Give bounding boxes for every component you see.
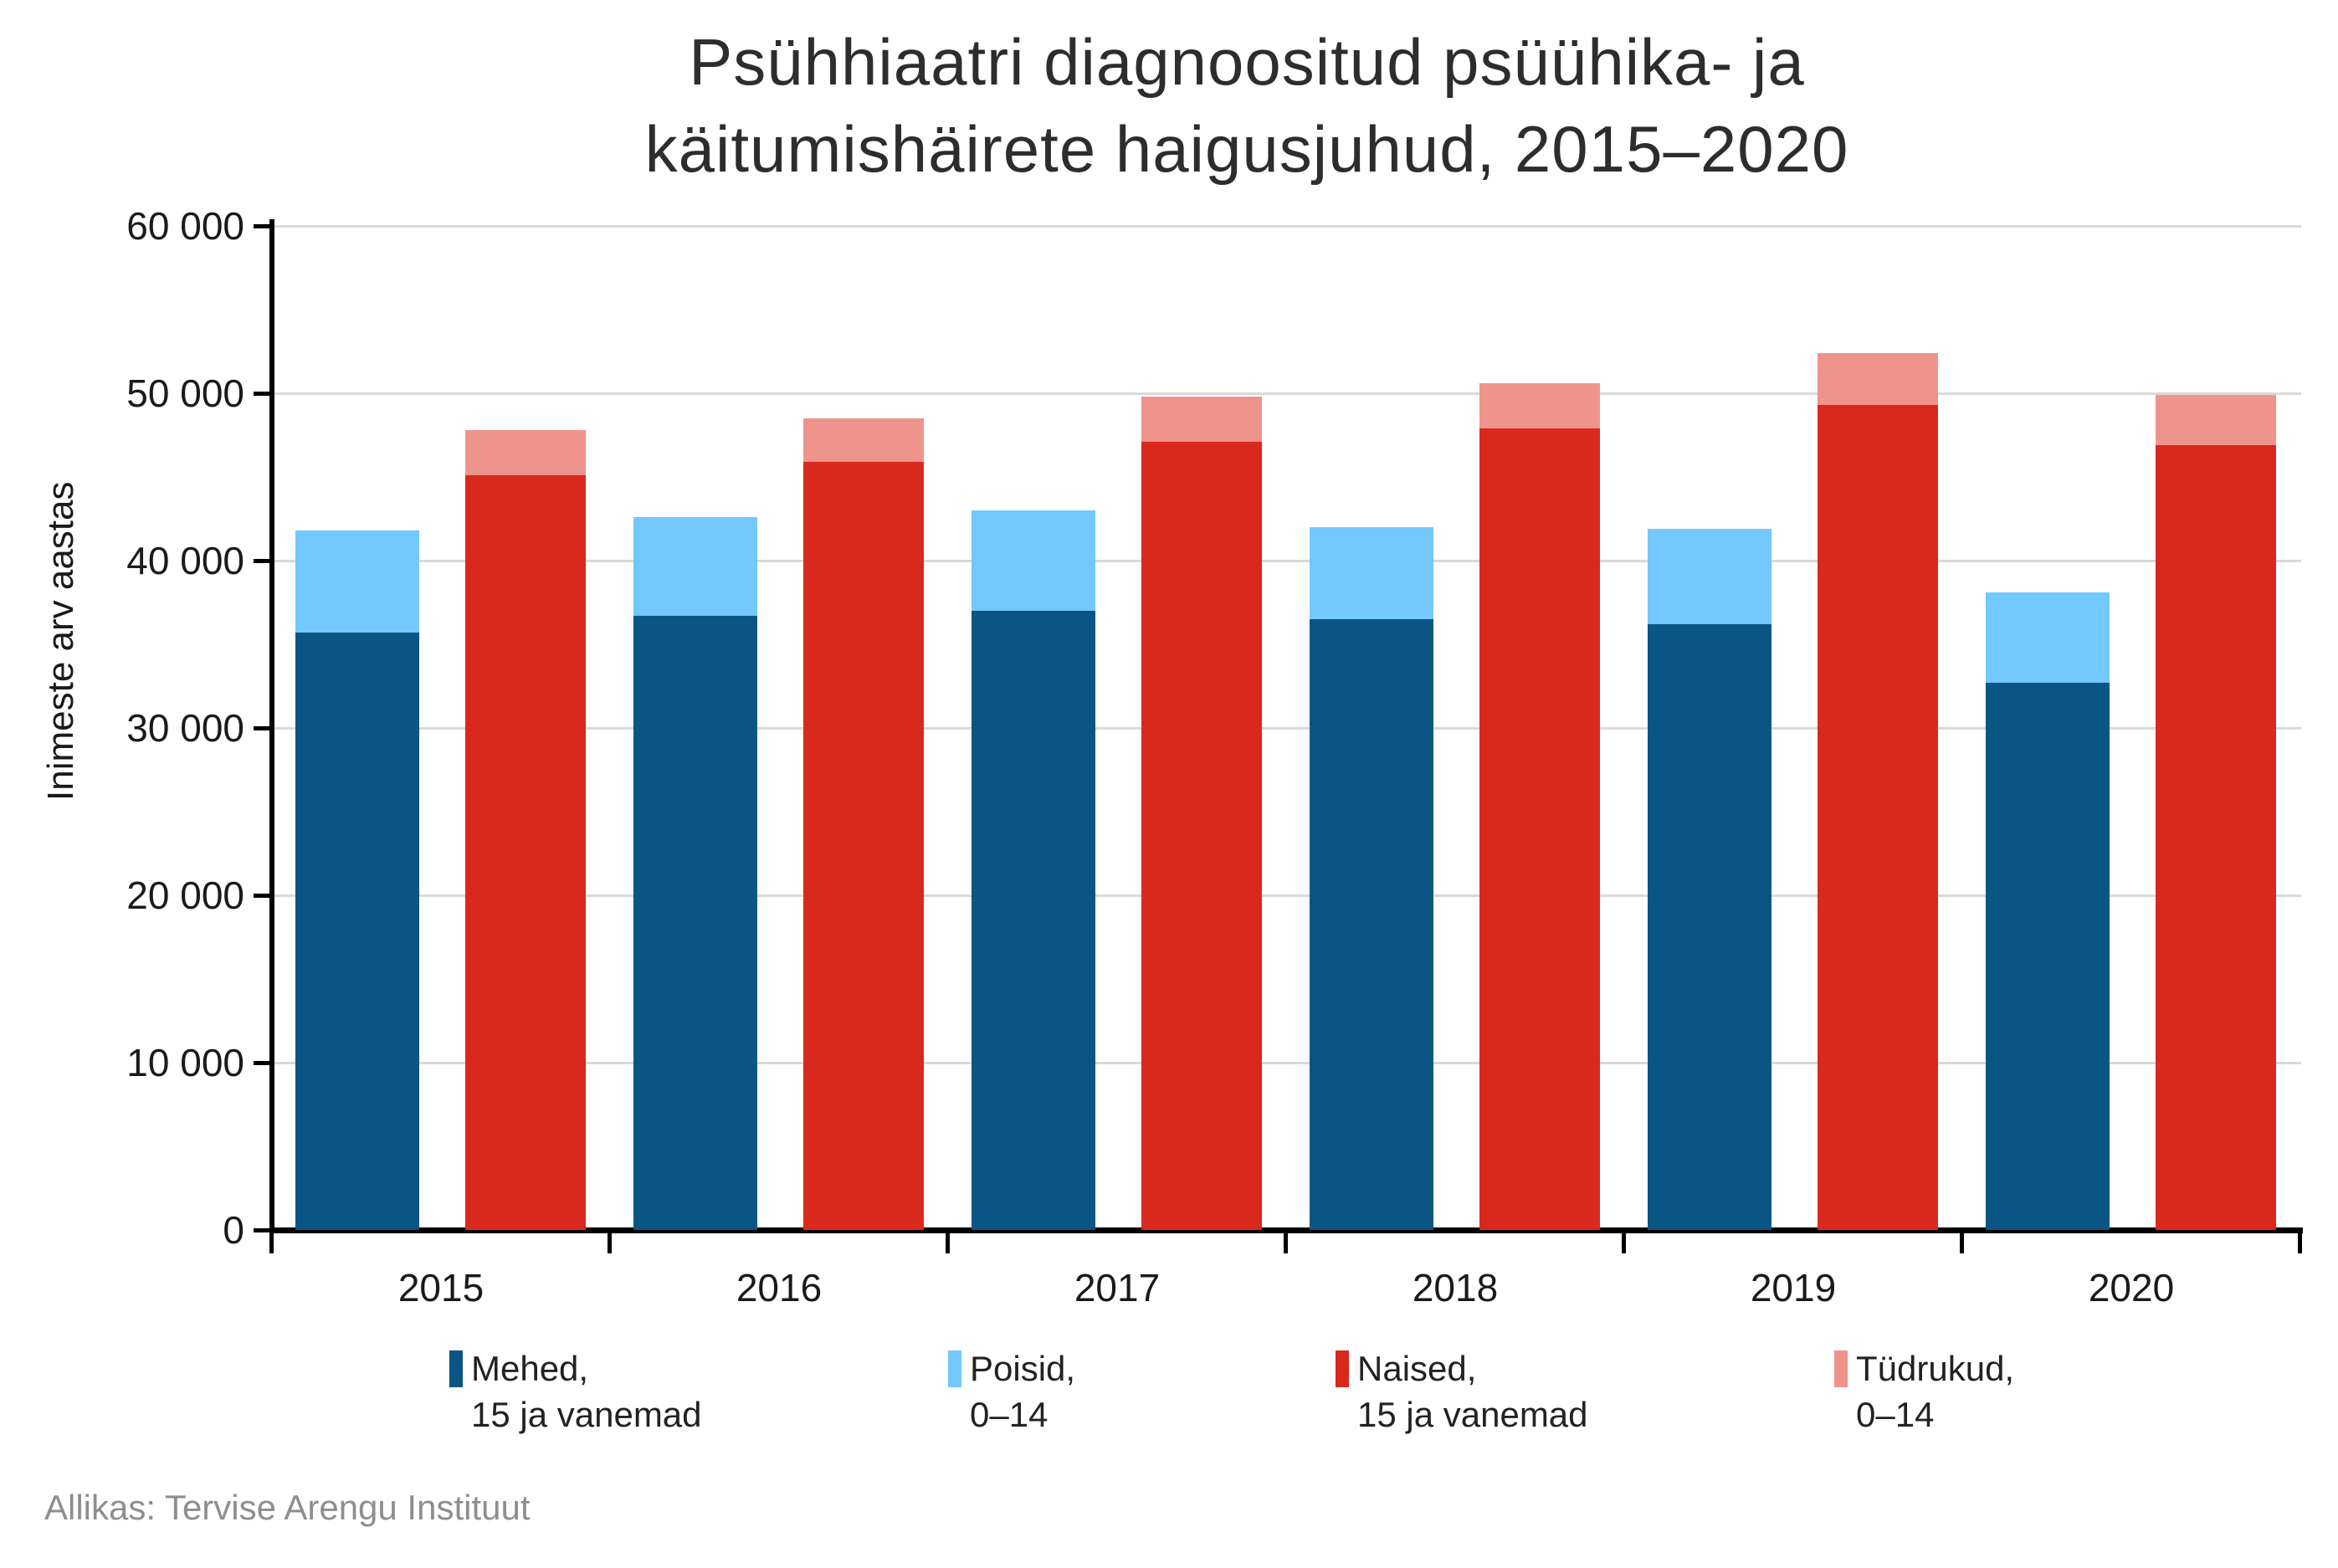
bar-male-2020 bbox=[1986, 592, 2110, 1230]
legend-swatch-poisid bbox=[948, 1350, 961, 1387]
legend-label-poisid-line2: 0–14 bbox=[970, 1395, 1049, 1434]
x-axis-category-label: 2016 bbox=[736, 1266, 823, 1309]
legend-label-naised-line2: 15 ja vanemad bbox=[1357, 1395, 1588, 1434]
chart-title-line1: Psühhiaatri diagnoositud psüühika- ja bbox=[689, 25, 1805, 99]
y-axis-tick-label: 10 000 bbox=[126, 1041, 244, 1084]
bar-segment-poisid-2018 bbox=[1310, 527, 1433, 619]
legend-label-poisid-line1: Poisid, bbox=[970, 1349, 1076, 1388]
y-axis-line bbox=[269, 219, 274, 1233]
gridline bbox=[272, 225, 2301, 228]
gridline bbox=[272, 392, 2301, 395]
bar-male-2017 bbox=[972, 510, 1095, 1230]
chart-title-line2: käitumishäirete haigusjuhud, 2015–2020 bbox=[644, 112, 1849, 186]
bar-segment-poisid-2020 bbox=[1986, 592, 2110, 683]
bar-segment-naised-2019 bbox=[1818, 405, 1938, 1230]
bar-segment-mehed-2017 bbox=[972, 611, 1095, 1230]
y-axis-tick-label: 50 000 bbox=[126, 372, 244, 415]
bar-female-2017 bbox=[1141, 397, 1262, 1230]
legend-item-mehed bbox=[449, 1345, 702, 1437]
bar-segment-mehed-2016 bbox=[633, 616, 757, 1230]
bar-male-2015 bbox=[295, 530, 419, 1230]
legend-swatch-mehed bbox=[449, 1350, 463, 1387]
legend-item-poisid bbox=[948, 1345, 1075, 1437]
legend-label-tydrukud-line2: 0–14 bbox=[1856, 1395, 1935, 1434]
bar-segment-poisid-2019 bbox=[1648, 529, 1771, 624]
bar-segment-naised-2018 bbox=[1479, 428, 1600, 1230]
legend-label-mehed-line1: Mehed, bbox=[471, 1349, 589, 1388]
bar-segment-tydrukud-2017 bbox=[1141, 397, 1262, 442]
legend-swatch-tydrukud bbox=[1834, 1350, 1848, 1387]
x-axis-tick bbox=[1284, 1233, 1288, 1253]
y-axis-tick-label: 40 000 bbox=[126, 539, 244, 582]
bar-female-2015 bbox=[465, 430, 586, 1230]
bar-segment-tydrukud-2015 bbox=[465, 430, 586, 475]
y-axis-title: Inimeste arv aastas bbox=[40, 481, 81, 801]
bar-segment-naised-2020 bbox=[2156, 445, 2276, 1230]
bar-segment-naised-2017 bbox=[1141, 442, 1262, 1230]
bar-female-2018 bbox=[1479, 383, 1600, 1230]
bar-female-2019 bbox=[1818, 353, 1938, 1230]
bar-segment-mehed-2018 bbox=[1310, 619, 1433, 1230]
x-axis-tick bbox=[269, 1233, 274, 1253]
chart-title bbox=[156, 18, 2338, 192]
bar-segment-tydrukud-2019 bbox=[1818, 353, 1938, 405]
x-axis-category-label: 2018 bbox=[1412, 1266, 1499, 1309]
bar-segment-tydrukud-2018 bbox=[1479, 383, 1600, 428]
source-note: Allikas: Tervise Arengu Instituut bbox=[44, 1488, 531, 1527]
bar-segment-poisid-2017 bbox=[972, 510, 1095, 611]
legend-item-tydrukud bbox=[1834, 1345, 2014, 1437]
x-axis-category-label: 2017 bbox=[1074, 1266, 1161, 1309]
y-axis-tick-label: 0 bbox=[223, 1208, 244, 1252]
x-axis-tick bbox=[1622, 1233, 1626, 1253]
legend-label-mehed-line2: 15 ja vanemad bbox=[471, 1395, 702, 1434]
legend-label-tydrukud-line1: Tüdrukud, bbox=[1856, 1349, 2015, 1388]
bar-segment-poisid-2016 bbox=[633, 517, 757, 616]
x-axis-category-label: 2019 bbox=[1750, 1266, 1837, 1309]
x-axis-category-label: 2015 bbox=[397, 1266, 485, 1309]
bar-male-2018 bbox=[1310, 527, 1433, 1230]
x-axis-tick bbox=[608, 1233, 612, 1253]
bar-male-2019 bbox=[1648, 529, 1771, 1230]
bar-segment-mehed-2020 bbox=[1986, 683, 2110, 1230]
bar-segment-mehed-2015 bbox=[295, 633, 419, 1230]
bar-female-2016 bbox=[803, 418, 924, 1230]
legend-label-naised-line1: Naised, bbox=[1357, 1349, 1477, 1388]
legend-item-naised bbox=[1336, 1345, 1588, 1437]
bar-segment-tydrukud-2020 bbox=[2156, 395, 2276, 445]
legend-swatch-naised bbox=[1336, 1350, 1349, 1387]
y-axis-tick-label: 60 000 bbox=[126, 204, 244, 248]
x-axis-tick bbox=[2298, 1233, 2302, 1253]
x-axis-tick bbox=[946, 1233, 950, 1253]
x-axis-category-label: 2020 bbox=[2088, 1266, 2175, 1309]
y-axis-tick-label: 30 000 bbox=[126, 706, 244, 750]
bar-male-2016 bbox=[633, 517, 757, 1230]
bar-segment-poisid-2015 bbox=[295, 530, 419, 633]
bar-segment-naised-2016 bbox=[803, 462, 924, 1230]
x-axis-tick bbox=[1960, 1233, 1964, 1253]
bar-female-2020 bbox=[2156, 395, 2276, 1230]
bar-segment-naised-2015 bbox=[465, 475, 586, 1230]
y-axis-tick-label: 20 000 bbox=[126, 874, 244, 917]
bar-segment-tydrukud-2016 bbox=[803, 418, 924, 462]
bar-segment-mehed-2019 bbox=[1648, 624, 1771, 1230]
